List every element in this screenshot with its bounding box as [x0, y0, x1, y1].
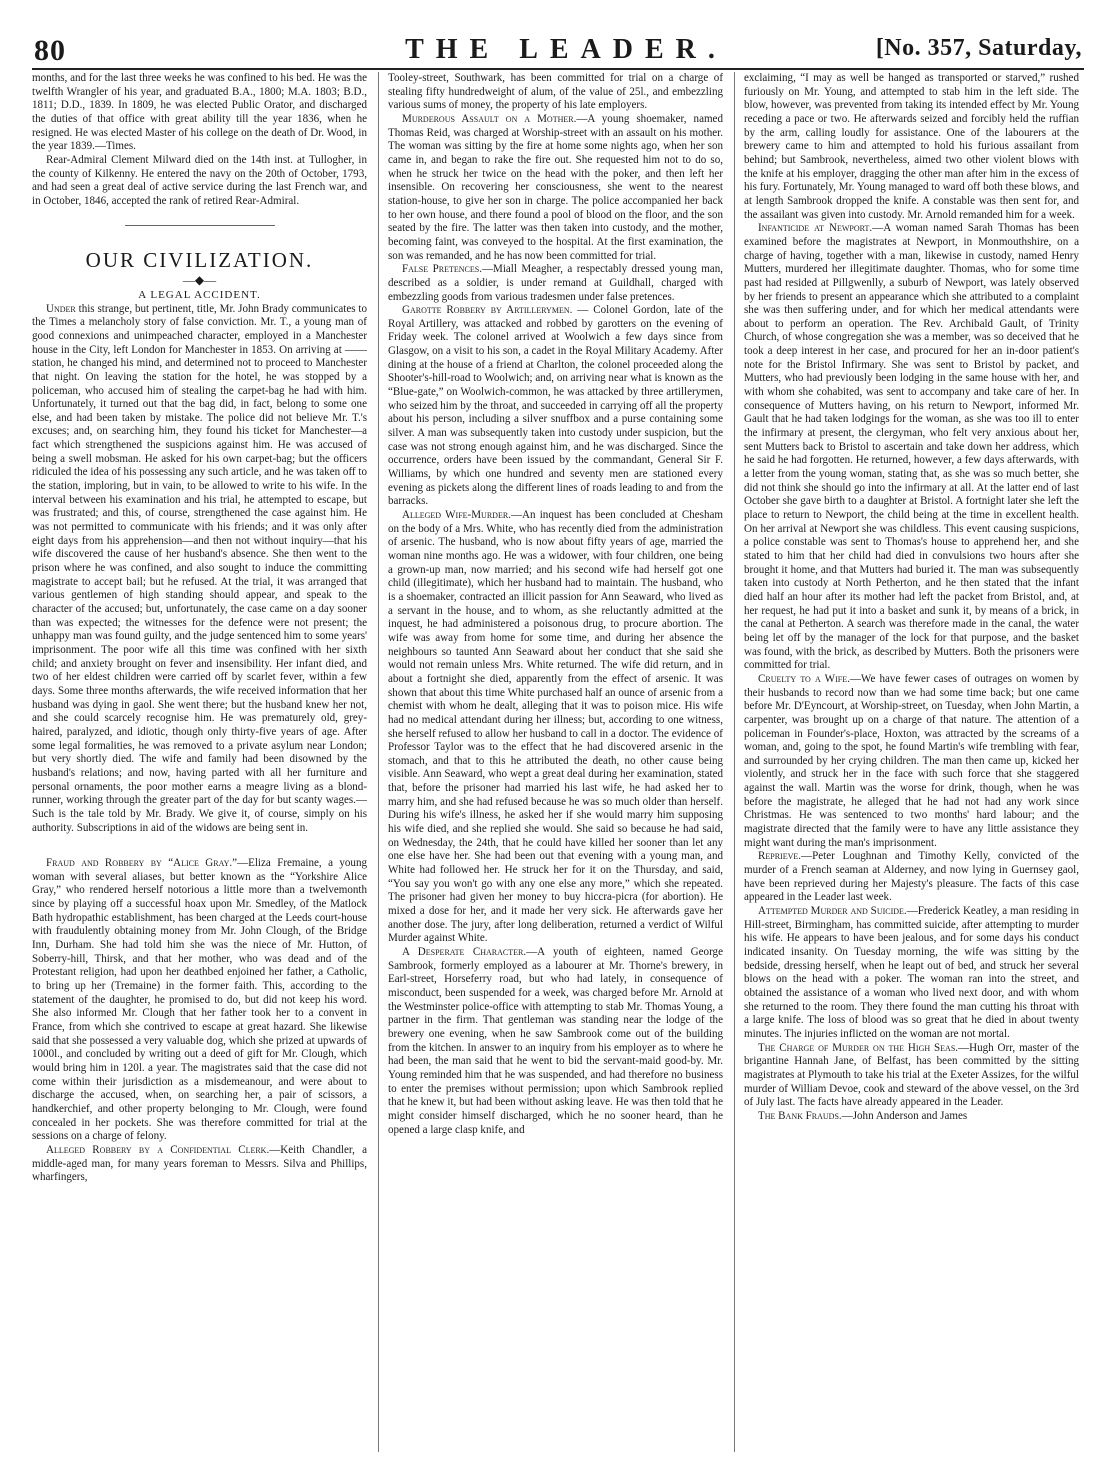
article-paragraph	[744, 72, 1079, 222]
article-body: —Miall Meagher, a respectably dressed young man, described as a soldier, is under remand at Guildhall, charged with embezzling goods from various tradesmen under false pretences.	[388, 263, 723, 303]
article-body: this strange, but pertinent, title, Mr. John Brady communicates to the Times a melancholy story of false conviction. Mr. T., a young man of good connexions and unimpeached character, employed in a Manchester house in the City, left London for Manchester in 1853. On arriving at —— station, he changed his mind, and determined not to proceed to Manchester that night. On leaving the station for the hotel, he was stopped by a policeman, who accused him of stealing the carpet-bag he had with him. Unfortunately, it turned out that the bag did, in fact, belong to some one else, and had been taken by mistake. The police did not believe Mr. T.'s excuses; and, on searching him, they found his ticket for Manchester—a fact which strengthened the suspicions against him. He was accused of being a swell mobsman. He asked for his own carpet-bag; but the officers ridiculed the idea of his possessing any such article, and he was taken off to the station, imploring, but in vain, to be allowed to write to his wife. In the interval between his examination and his trial, he attempted to escape, but was frustrated; and this, of course, strengthened the case against him. He was not permitted to communicate with his friends; and it was only after eight days from his apprehension—and then not without inquiry—that his wife discovered the cause of her husband's absence. She then went to the prison where he was confined, and also sought to induce the committing magistrate to accept bail; but he refused. At the trial, it was arranged that various gentlemen of high standing should appear, and speak to the character of the accused; but, unfortunately, the case came on a day sooner than was expected; the witnesses for the defence were not present; the unhappy man was found guilty, and the judge sentenced him to some years' imprisonment. The poor wife all this time was confined with her sixth child; and anxiety brought on fever and insensibility. Her infant died, and two of her eldest children were carried off by scarlet fever, within a few days. Some three months afterwards, the wife received information that her husband was dying in gaol. She went there; but the husband knew her not, and she could scarcely recognise him. He was prematurely old, grey-haired, paralyzed, and idiotic, though only thirty-five years of age. After some legal formalities, he was removed to a private asylum near London; but very shortly died. The wife and family had been disowned by the husband's relations; and now, having parted with all her furniture and personal ornaments, the poor mother earns a meagre living as a blond-runner, working through the greater part of the day for but scanty wages.—Such is the tale told by Mr. Brady. We give it, of course, simply on his authority. Subscriptions in aid of the widows are being sent in.	[32, 302, 367, 834]
article-heading: Reprieve.	[758, 850, 802, 863]
article-paragraph	[744, 1042, 1079, 1110]
article-paragraph	[32, 857, 367, 1144]
article-body: exclaiming, “I may as well be hanged as transported or starved,” rushed furiously on Mr. Young, and attempted to stab him in the left side. The blow, however, was prevented from taking its intended effect by Mr. Young receding a pace or two. He afterwards seized and forcibly held the ruffian by the arm, calling loudly for assistance. One of the labourers at the brewery came to him and attempted to hold his furious assailant from behind; but Sambrook, nevertheless, aimed two other violent blows with the knife at his employer, dragging the other man after him in the excess of his fury. Fortunately, Mr. Young managed to ward off both these blows, and at length Sambrook dropped the knife. A constable was then sent for, and the assailant was given into custody. Mr. Arnold remanded him for a week.	[744, 72, 1079, 221]
article-body: —A youth of eighteen, named George Sambrook, formerly employed as a labourer at Mr. Thorne's brewery, in Earl-street, Horseferry road, but who had lately, in consequence of misconduct, been suspended for a week, was charged before Mr. Arnold at the Westminster police-office with attempting to stab Mr. Thomas Young, a partner in the firm. That gentleman was standing near the lodge of the brewery one evening, when he saw Sambrook come out of the building from the kitchen. In answer to an inquiry from his employer as to where he had been, the man said that he went to bid the servant-maid good-by. Mr. Young reminded him that he was suspended, and had therefore no business to enter the premises without permission; upon which Sambrook replied that he knew it, but had been without asking leave. He was then told that he might consider himself discharged, which he no sooner heard, than he opened a large clasp knife, and	[388, 946, 723, 1136]
article-paragraph	[388, 304, 723, 509]
article-heading: A Desperate Character.	[402, 946, 527, 958]
article-paragraph	[744, 222, 1079, 673]
columns	[32, 72, 1084, 1452]
column-divider	[734, 72, 735, 1452]
article-heading: The Charge of Murder on the High Seas.	[758, 1041, 959, 1054]
article-paragraph	[744, 850, 1079, 905]
article-heading: Under	[46, 302, 76, 315]
article-body: —John Anderson and James	[841, 1109, 968, 1122]
article-body: —A young shoemaker, named Thomas Reid, was charged at Worship-street with an assault on his mother. The woman was sitting by the fire at home some nights ago, when her son came in, and began to rake the fire out. She requested him not to do so, when he struck her twice on the head with the poker, and then left her insensible. On recovering her consciousness, she went to the nearest station-house, to give her son in charge. The police accompanied her back to her own house, and there found a pool of blood on the floor, and the son seated by the fire. The latter was then taken into custody, and the mother, becoming faint, was conveyed to the hospital. At the first examination, the son was remanded, and he has now been committed for trial.	[388, 112, 723, 262]
article-heading: Attempted Murder and Suicide.	[758, 905, 907, 918]
column-3	[744, 72, 1079, 1452]
section-divider	[125, 225, 275, 226]
issue-info: [No. 357, Saturday,	[875, 35, 1082, 61]
article-paragraph	[744, 1110, 1079, 1124]
article-heading: Alleged Wife-Murder.	[402, 509, 511, 521]
article-body: —Keith Chandler, a middle-aged man, for many years foreman to Messrs. Silva and Phillips, wharfingers,	[32, 1143, 367, 1184]
article-paragraph	[388, 509, 723, 946]
masthead	[30, 34, 1082, 68]
article-paragraph	[32, 303, 367, 836]
page-number: 80	[34, 34, 66, 67]
article-heading: Garotte Robbery by Artillerymen.	[402, 304, 573, 317]
obituary-notes	[32, 72, 367, 209]
article-subtitle: A LEGAL ACCIDENT.	[138, 288, 261, 301]
article-heading: Alleged Robbery by a Confidential Clerk.	[46, 1143, 270, 1156]
column-divider	[378, 72, 379, 1452]
articles	[32, 303, 367, 1185]
newspaper-title: THE LEADER.	[405, 34, 727, 65]
article-paragraph	[744, 905, 1079, 1042]
section-title: OUR CIVILIZATION.	[85, 247, 314, 272]
paragraph: months, and for the last three weeks he was confined to his bed. He was the twelfth Wrangler of his year, and graduated B.A., 1800; M.A. 1803; B.D., 1811; D.D., 1839. In 1809, he was elected Public Orator, and discharged the duties of that office with great ability till the year 1836, when he resigned. He was elected Master of his college on the death of Dr. Wood, in the year 1839.—Times.	[32, 72, 367, 153]
paragraph: Rear-Admiral Clement Milward died on the 14th inst. at Tullogher, in the county of Kilkenny. He entered the navy on the 20th of October, 1793, and had seen a great deal of active service during the last French war, and in October, 1846, accepted the rank of retired Rear-Admiral.	[32, 153, 367, 207]
article-body: —Frederick Keatley, a man residing in Hill-street, Birmingham, has committed suicide, after attempting to murder his wife. He appears to have been jealous, and for some days his conduct indicated insanity. On Tuesday morning, the wife was sitting by the bedside, dressing herself, when he leapt out of bed, and struck her several blows on the head with a poker. The woman ran into the street, and obtained the assistance of a woman who lived next door, and with whom she returned to the room. They there found the man cutting his throat with a large knife. The loss of blood was so great that he died in about twenty minutes. The injuries inflicted on the woman are not mortal.	[744, 905, 1079, 1040]
article-body: —A woman named Sarah Thomas has been examined before the magistrates at Newport, in Monmouthshire, on a charge of having, together with a man, likewise in custody, named Henry Mutters, murdered her illegitimate daughter. Thomas, who for some time past had resided at Pillgwenlly, a suburb of Newport, was lately observed by her friends to present an appearance which she attributed to a complaint she was then suffering under, and for which her medical attendants were about to perform an operation. The Rev. Archibald Gault, of Trinity Church, of whose congregation she was a member, was so deceived that he took a deep interest in her case, and procured for her an in-door patient's note for the Bristol Infirmary. She was sent to Bristol by packet, and Mutters, who had previously been lodging in the same house with her, and with whom she cohabited, was sent to accompany and take care of her. In consequence of Mutters having, on his return to Newport, informed Mr. Gault that he had taken lodgings for the woman, as she was too ill to enter the infirmary at present, the clergyman, who felt very anxious about her, sent Mutters back to Bristol to ascertain and take down her address, which he said he had forgotten. He returned, however, a few days afterwards, with a letter from the young woman, stating that, as she was so much better, she did not think she should go into the infirmary at all. At the latter end of last October she gave birth to a daughter at Bristol. A fortnight later she left the place to return to Newport, the child being at the time in excellent health. On her arrival at Newport she was childless. This event causing suspicions, a police constable was sent to Thomas's house to apprehend her, and she stated to him that her child had died in convulsions two hours after she brought it home, and that Mutters had buried it. The man was subsequently taken into custody at North Petherton, and he then stated that the infant died half an hour after its mother had left the packet from Bristol, and, at her request, he had put it into a basket and sunk it, by means of a brick, in the canal at Petherton. A search was therefore made in the canal, the water being let off by the manager of the lock for that purpose, and the basket was found, with the brick, as described by Mutters. Both the prisoners were committed for trial.	[744, 222, 1079, 672]
articles	[388, 72, 723, 1137]
articles	[744, 72, 1079, 1124]
article-body: —An inquest has been concluded at Chesham on the body of a Mrs. White, who has recently died from the administration of arsenic. The husband, who is now about fifty years of age, married the woman nine months ago. He was a widower, with four children, one being a grown-up man, now married; and his second wife had herself got one child (illegitimate), which her husband had to maintain. The husband, who is a shoemaker, contracted an illicit passion for Ann Seaward, who lived as a servant in the house, and to whom, as she reluctantly admitted at the inquest, he had administered a poisonous drug, to procure abortion. The wife was away from home for some time, and during her absence the neighbours so taunted Ann Seaward about her conduct that she said she would not remain unless Mrs. White returned. The wife did return, and in about a fortnight she died, apparently from the effect of arsenic. It was shown that about this time White purchased half an ounce of arsenic from a chemist with whom he dealt, alleging that it was to poison mice. His wife had no medical attendant during her illness; but, according to one witness, she herself refused to allow her husband to call in a doctor. The evidence of Professor Taylor was to the effect that he had discovered arsenic in the stomach, and that to this he attributed the death, no other cause being visible. Ann Seaward, who wept a great deal during her examination, stated that, before the prisoner had married his last wife, he had asked her to marry him, and she had refused because he was so much older than herself. During his wife's illness, he asked her if she would marry him supposing his wife died, and she replied she would. She said so because he had said, on Wednesday, the 24th, that he could have killed her sooner than let any one else have her. She had been out that evening with a young man, and White had followed her. He struck her for it on the Thursday, and said, “You say you won't go with any one else any more,” which she repeated. The prisoner had given her money to buy hiccra-picra (for abortion). He mixed a dose for her, and it made her very sick. He afterwards gave her another dose. The jury, after long deliberation, returned a verdict of Wilful Murder against White.	[388, 509, 723, 945]
article-paragraph	[744, 673, 1079, 851]
article-paragraph	[388, 72, 723, 113]
article-heading: Infanticide at Newport.	[758, 222, 873, 235]
column-2	[388, 72, 723, 1452]
article-body: Tooley-street, Southwark, has been committed for trial on a charge of stealing fifty hundredweight of alum, of the value of 25l., and embezzling various sums of money, the property of his late employers.	[388, 72, 723, 112]
article-heading: Cruelty to a Wife.	[758, 672, 850, 685]
ornament: —◆—	[182, 272, 217, 287]
article-paragraph	[388, 263, 723, 304]
masthead-rule	[32, 68, 1084, 70]
article-heading: Murderous Assault on a Mother.	[402, 112, 577, 125]
column-1	[32, 72, 367, 1452]
article-body: — Colonel Gordon, late of the Royal Artillery, was attacked and robbed by garotters on the evening of Friday week. The colonel arrived at Woolwich a few days since from Glasgow, on a visit to his son, a cadet in the Royal Military Academy. After dining at the house of a friend at Charlton, the colonel proceeded along the Shooter's-hill-road to Woolwich; and, on arriving near what is known as the “Blue-gate,” on Woolwich-common, he was attacked by three artillerymen, who seized him by the throat, and succeeded in carrying off all the property about his person, including a silver snuffbox and a purse containing some silver. A man was subsequently taken into custody under suspicion, but the case was not strong enough against him, and he was discharged. Since the occurrence, orders have been issued by the commandant, General Sir F. Williams, by which one hundred and seventy men are stationed every evening as pickets along the different lines of roads leading to and from the barracks.	[388, 304, 723, 508]
article-paragraph	[388, 946, 723, 1137]
article-body: —Eliza Fremaine, a young woman with several aliases, but better known as the “Yorkshire Alice Gray,” who rendered herself notorious a little more than a twelvemonth since by playing off a successful hoax upon Mr. Smedley, of the Matlock Bath hydropathic establishment, has been charged at the Leeds court-house with fraudulently obtaining money from Mr. John Clough, of the Bridge Inn, Durham. She had told him she was the niece of Mr. Hutton, of Soberry-hill, Thirsk, and that her mother, who was dead and of the Protestant religion, had upon her deathbed enjoined her father, a Catholic, to bring up her (Tremaine) in the former faith. This, according to the statement of the daughter, he promised to do, but did not keep his word. She also informed Mr. Clough that her father took her to a convent in France, from which she contrived to escape at great hazard. She likewise said that she possessed a very valuable dog, which she prized at upwards of 1000l., and concluded by writing out a deed of gift for Mr. Clough, which would bring him in 120l. a year. The magistrates said that the case did not come within their jurisdiction as a misdemeanour, and were about to discharge the accused, when, on searching her, a pair of scissors, a handkerchief, and other property belonging to Mr. Clough, were found concealed in her pockets. She was therefore committed for trial at the sessions on a charge of felony.	[32, 857, 367, 1143]
article-body: —Hugh Orr, master of the brigantine Hannah Jane, of Belfast, has been committed by the sitting magistrates at Plymouth to take his trial at the Exeter Assizes, for the wilful murder of William Devoe, cook and steward of the above vessel, on the 3rd of July last. The facts have already appeared in the Leader.	[744, 1041, 1079, 1109]
article-heading: Fraud and Robbery by “Alice Gray.”	[46, 857, 238, 870]
article-body: —We have fewer cases of outrages on women by their husbands to record now than we had some time back; but one came before Mr. D'Eyncourt, at Worship-street, on Tuesday, when John Martin, a carpenter, was brought up on a charge of that nature. The attention of a policeman in Founder's-place, Hoxton, was attracted by the screams of a woman, and, going to the spot, he found Martin's wife trembling with fear, and surrounded by her crying children. The man then came up, kicked her violently, and struck her in the face with such force that she staggered against the wall. Martin was the worse for drink, though, when he was before the magistrate, he alleged that he had not had any work since Christmas. He was sentenced to two months' hard labour; and the magistrate directed that the family were to have any little assistance they might want during the man's imprisonment.	[744, 672, 1079, 849]
spacer	[32, 835, 367, 857]
article-heading: The Bank Frauds.	[758, 1109, 842, 1122]
article-paragraph	[388, 113, 723, 263]
article-heading: False Pretences.	[402, 263, 482, 276]
article-paragraph	[32, 1144, 367, 1185]
article-body: —Peter Loughnan and Timothy Kelly, convicted of the murder of a French seaman at Alderney, and now lying in Guernsey gaol, have been reprieved during her Majesty's pleasure. The facts of this case appeared in the Leader last week.	[744, 850, 1079, 904]
